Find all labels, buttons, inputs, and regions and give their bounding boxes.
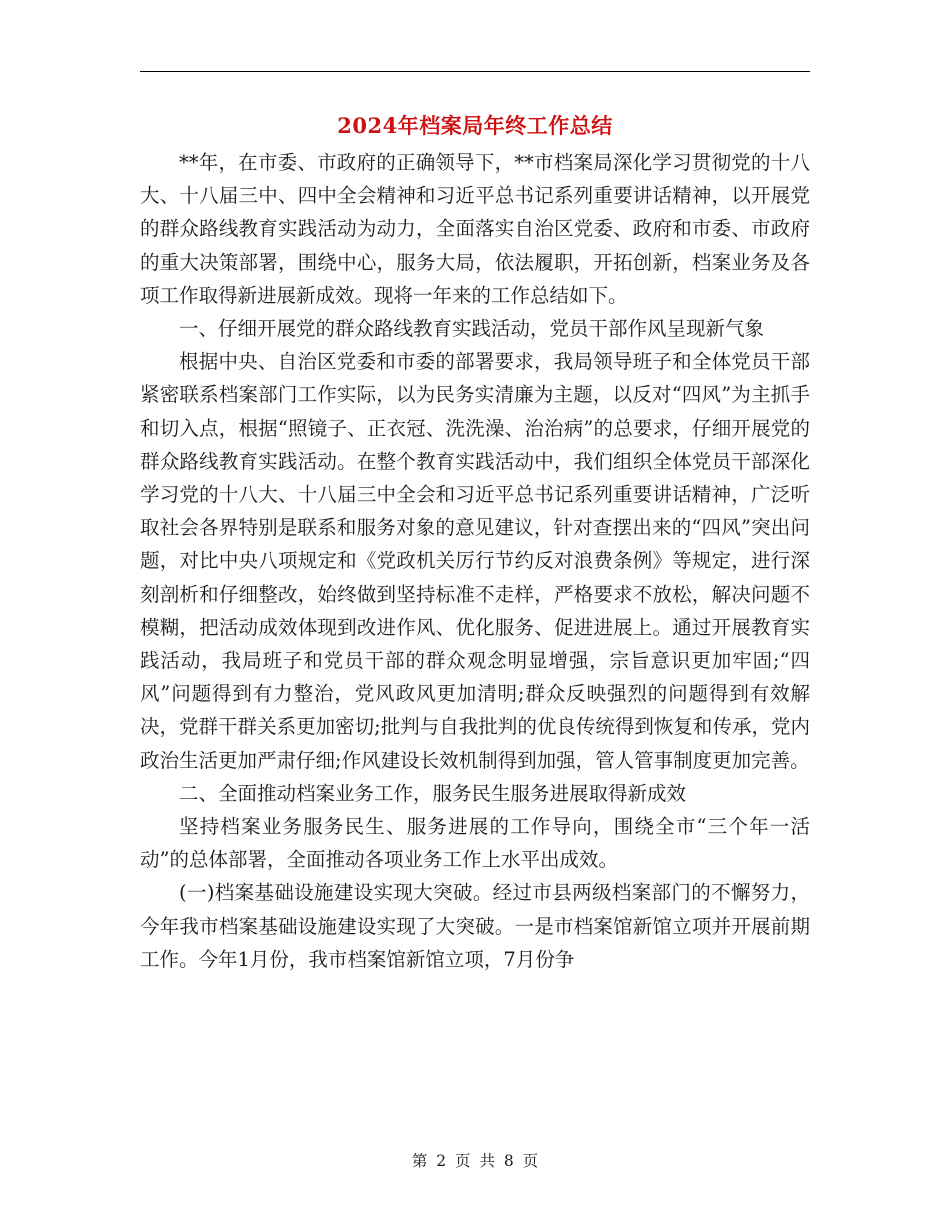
section-heading-one: 一、仔细开展党的群众路线教育实践活动，党员干部作风呈现新气象 xyxy=(179,317,765,341)
paragraph-intro: **年，在市委、市政府的正确领导下，**市档案局深化学习贯彻党的十八大、十八届三中、四中全会精神和习近平总书记系列重要讲话精神，以开展党的群众路线教育实践活动为动力，全面落实自治区党委、政府和市委、市政府的重大决策部署，围绕中心，服务大局，依法履职，开拓创新，档案业务及各项工作取得新进展新成效。现将一年来的工作总结如下。 xyxy=(140,151,810,307)
document-title: 2024年档案局年终工作总结 xyxy=(337,113,613,138)
page-number: 第 2 页 共 8 页 xyxy=(411,1152,539,1170)
document-body xyxy=(140,146,810,976)
paragraph-section-one: 根据中央、自治区党委和市委的部署要求，我局领导班子和全体党员干部紧密联系档案部门工作实际，以为民务实清廉为主题，以反对“四风”为主抓手和切入点，根据“照镜子、正衣冠、洗洗澡、治治病”的总要求，仔细开展党的群众路线教育实践活动。在整个教育实践活动中，我们组织全体党员干部深化学习党的十八大、十八届三中全会和习近平总书记系列重要讲话精神，广泛听取社会各界特别是联系和服务对象的意见建议，针对查摆出来的“四风”突出问题，对比中央八项规定和《党政机关厉行节约反对浪费条例》等规定，进行深刻剖析和仔细整改，始终做到坚持标准不走样，严格要求不放松，解决问题不模糊，把活动成效体现到改进作风、优化服务、促进进展上。通过开展教育实践活动，我局班子和党员干部的群众观念明显增强，宗旨意识更加牢固;“四风”问题得到有力整治，党风政风更加清明;群众反映强烈的问题得到有效解决，党群干群关系更加密切;批判与自我批判的优良传统得到恢复和传承，党内政治生活更加严肃仔细;作风建设长效机制得到加强，管人管事制度更加完善。 xyxy=(140,350,810,772)
paragraph-subsection-one: (一)档案基础设施建设实现大突破。经过市县两级档案部门的不懈努力，今年我市档案基础设施建设实现了大突破。一是市档案馆新馆立项并开展前期工作。今年1月份，我市档案馆新馆立项，7月份争 xyxy=(140,881,810,971)
paragraph-section-two: 坚持档案业务服务民生、服务进展的工作导向，围绕全市“三个年一活动”的总体部署，全面推动各项业务工作上水平出成效。 xyxy=(140,815,810,872)
section-heading-two: 二、全面推动档案业务工作，服务民生服务进展取得新成效 xyxy=(179,781,687,805)
header-rule xyxy=(140,71,810,72)
